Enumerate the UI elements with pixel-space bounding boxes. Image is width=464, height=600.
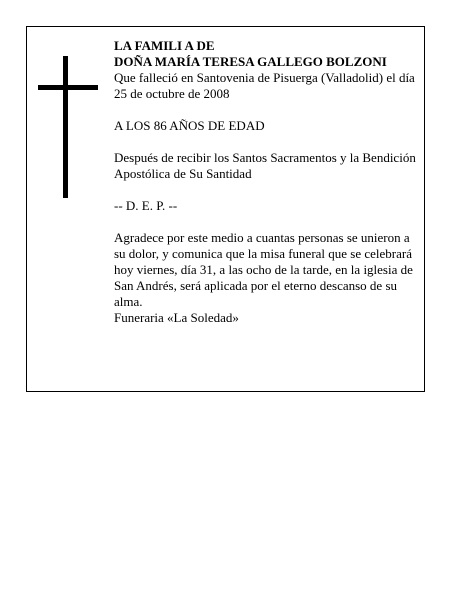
obituary-text — [114, 38, 417, 326]
rip-line: -- D. E. P. -- — [114, 198, 178, 213]
cross-horizontal-bar — [38, 85, 98, 90]
heading-family: LA FAMILI A DE — [114, 38, 215, 53]
age-line: A LOS 86 AÑOS DE EDAD — [114, 118, 265, 133]
funeral-home: Funeraria «La Soledad» — [114, 310, 239, 325]
heading-name: DOÑA MARÍA TERESA GALLEGO BOLZONI — [114, 54, 387, 69]
cross-vertical-bar — [63, 56, 68, 198]
thanks-paragraph: Agradece por este medio a cuantas personas se unieron a su dolor, y comunica que la misa funeral que se celebrará hoy viernes, día 31, a las ocho de la tarde, en la iglesia de San Andrés, será aplicada por el eterno descanso de su alma. — [114, 230, 413, 309]
death-info: Que falleció en Santovenia de Pisuerga (Valladolid) el día 25 de octubre de 2008 — [114, 70, 415, 101]
cross-icon — [38, 56, 98, 198]
sacraments-line: Después de recibir los Santos Sacramentos y la Bendición Apostólica de Su Santidad — [114, 150, 416, 181]
